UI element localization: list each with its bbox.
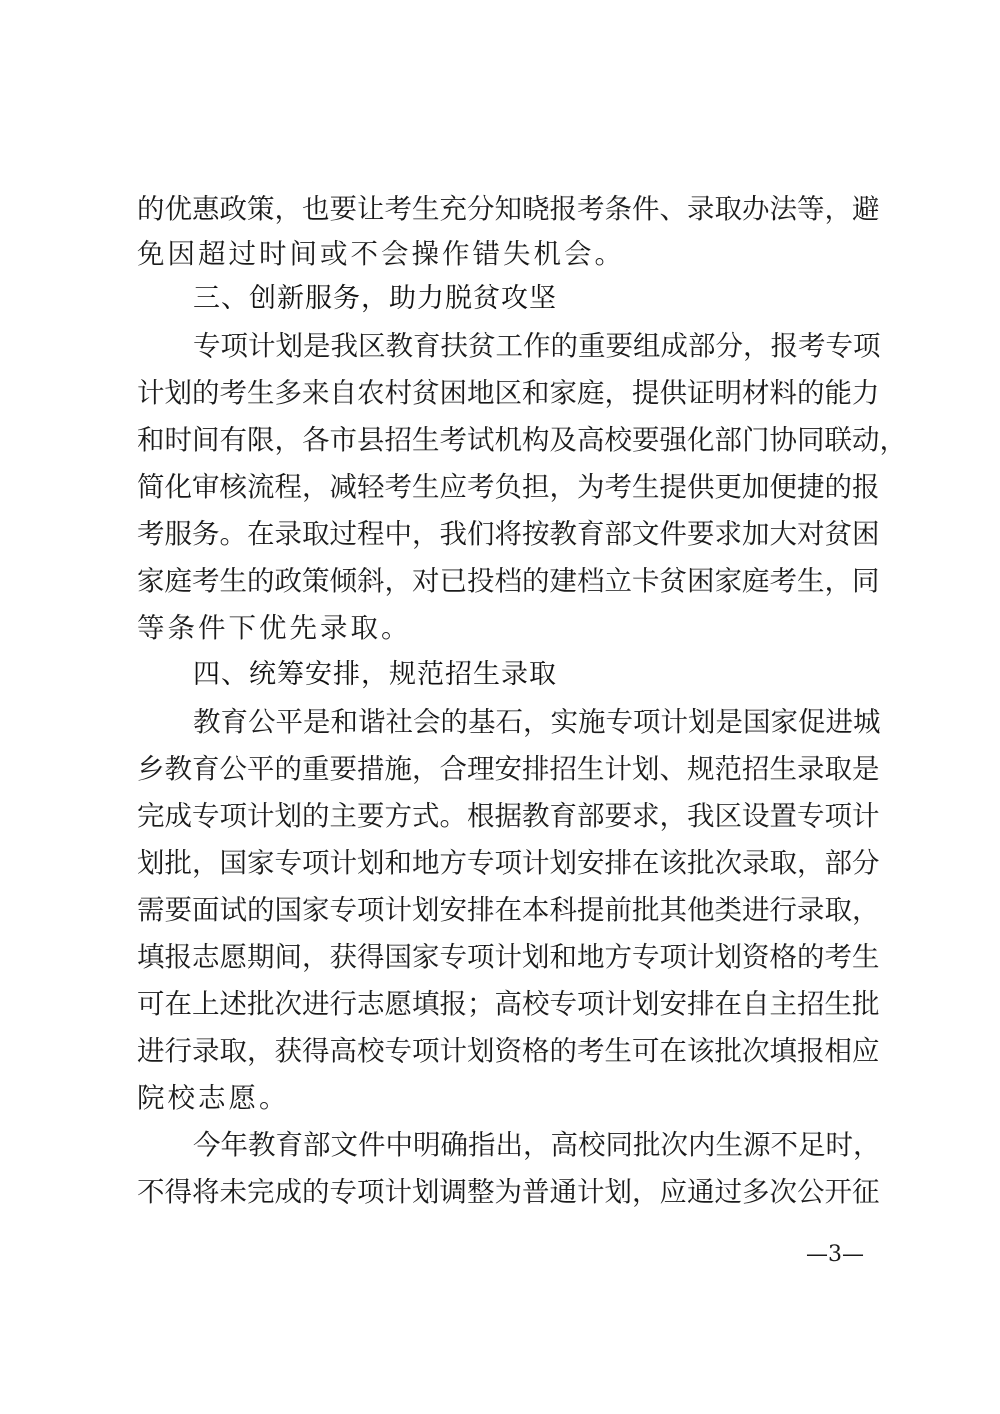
body-line: 院校志愿。 (137, 1082, 290, 1114)
body-line: 简化审核流程，减轻考生应考负担，为考生提供更加便捷的报 (137, 471, 880, 503)
body-line: 今年教育部文件中明确指出，高校同批次内生源不足时， (193, 1129, 881, 1161)
body-line: 乡教育公平的重要措施，合理安排招生计划、规范招生录取是 (137, 753, 880, 785)
body-line: 考服务。在录取过程中，我们将按教育部文件要求加大对贫困 (137, 518, 880, 550)
body-line: 划批，国家专项计划和地方专项计划安排在该批次录取，部分 (137, 847, 880, 879)
body-line: 专项计划是我区教育扶贫工作的重要组成部分，报考专项 (193, 330, 881, 362)
body-line: 填报志愿期间，获得国家专项计划和地方专项计划资格的考生 (137, 941, 880, 973)
body-line: 的优惠政策，也要让考生充分知晓报考条件、录取办法等，避 (137, 193, 880, 225)
body-line: 可在上述批次进行志愿填报；高校专项计划安排在自主招生批 (137, 988, 880, 1020)
section-heading: 四、统筹安排，规范招生录取 (193, 659, 557, 690)
body-line: 不得将未完成的专项计划调整为普通计划，应通过多次公开征 (137, 1176, 880, 1208)
body-line: 进行录取，获得高校专项计划资格的考生可在该批次填报相应 (137, 1035, 880, 1067)
body-line: 完成专项计划的主要方式。根据教育部要求，我区设置专项计 (137, 800, 880, 832)
body-line: 家庭考生的政策倾斜，对已投档的建档立卡贫困家庭考生，同 (137, 565, 880, 597)
body-line: 免因超过时间或不会操作错失机会。 (137, 238, 625, 270)
body-line: 需要面试的国家专项计划安排在本科提前批其他类进行录取， (137, 894, 880, 926)
section-heading: 三、创新服务，助力脱贫攻坚 (193, 283, 557, 314)
body-line: 等条件下优先录取。 (137, 612, 412, 644)
body-line: 计划的考生多来自农村贫困地区和家庭，提供证明材料的能力 (137, 377, 880, 409)
body-line: 和时间有限，各市县招生考试机构及高校要强化部门协同联动， (137, 424, 907, 456)
page-number: —3— (806, 1242, 864, 1267)
body-line: 教育公平是和谐社会的基石，实施专项计划是国家促进城 (193, 706, 881, 738)
